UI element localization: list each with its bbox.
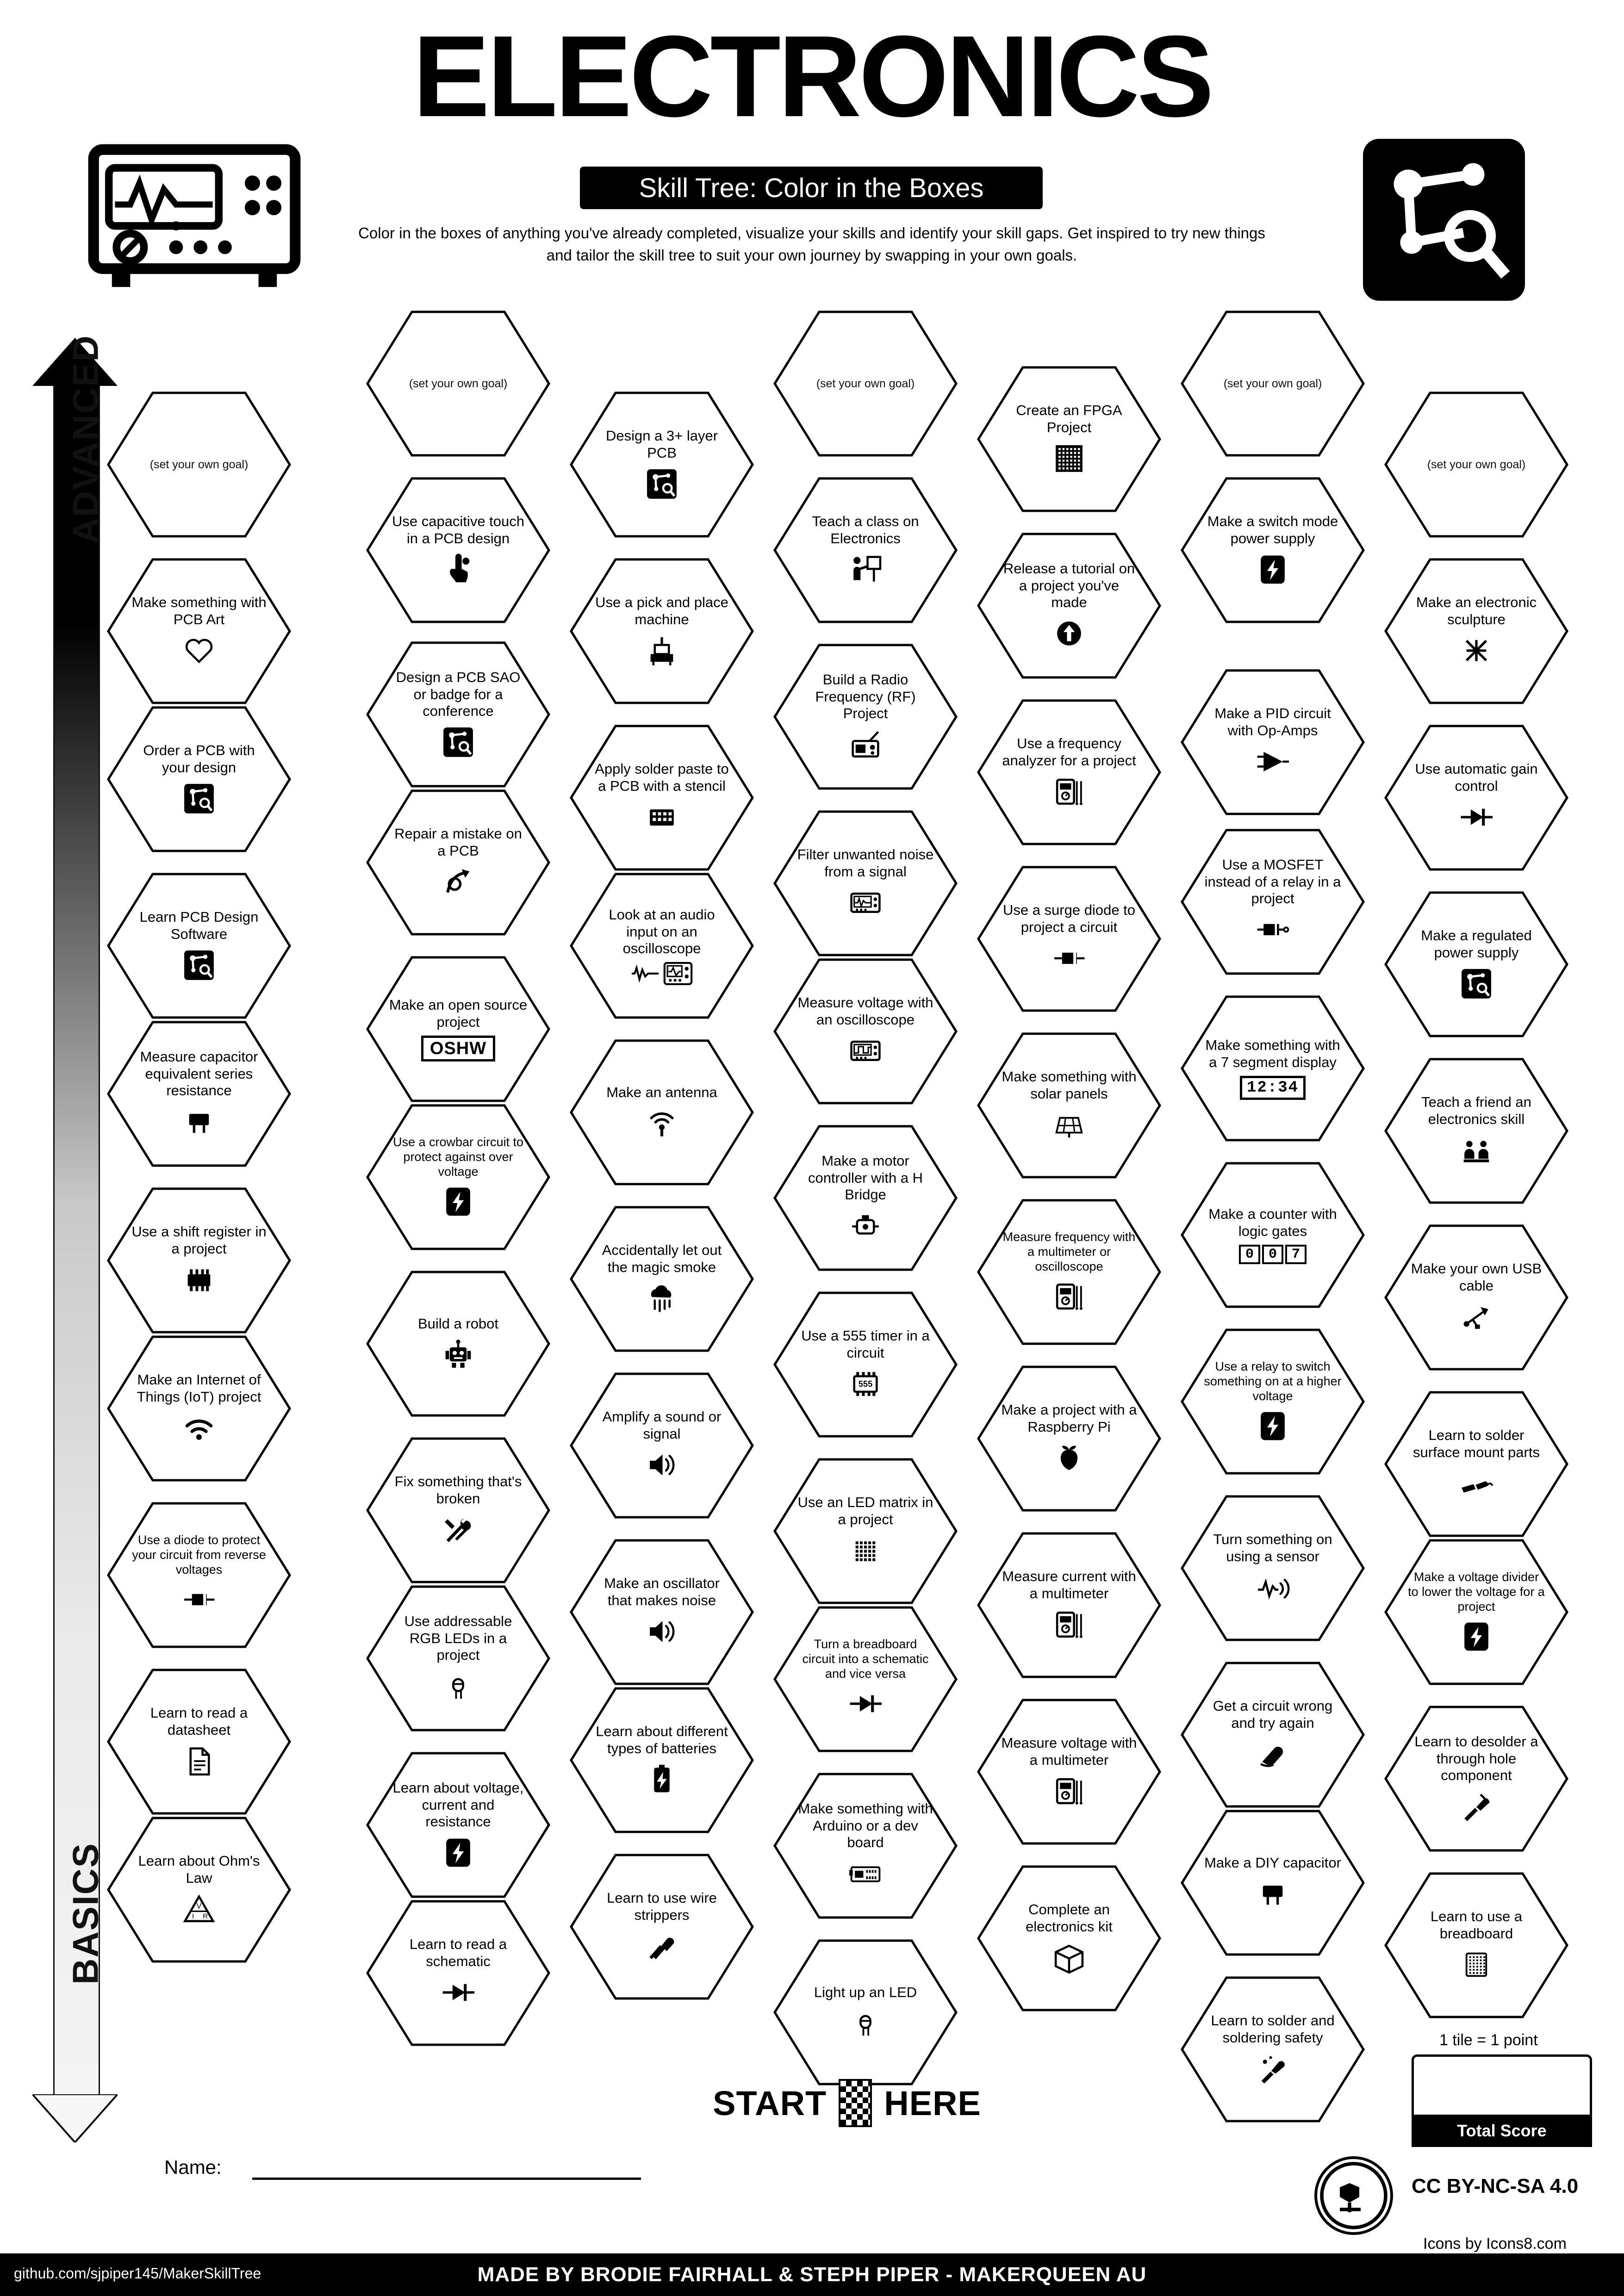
skill-tile-label: Learn to solder and soldering safety <box>1211 2012 1335 2046</box>
matrix-icon <box>846 1533 885 1568</box>
svg-text:555: 555 <box>858 1378 873 1389</box>
skill-tile-label: Use a frequency analyzer for a project <box>1002 735 1136 769</box>
skill-tile-label: Teach a class on Electronics <box>812 513 919 546</box>
github-link[interactable]: github.com/sjpiper145/MakerSkillTree <box>14 2265 261 2282</box>
stencil-icon <box>642 800 682 835</box>
scope-filter-icon <box>846 885 885 920</box>
skill-tile-c5r8[interactable] <box>977 1698 1162 1845</box>
skill-tile-label: Make an open source project <box>389 997 528 1030</box>
skill-tile-label: Use a MOSFET instead of a relay in a project <box>1204 856 1341 907</box>
skill-tile-label: Order a PCB with your design <box>143 742 255 776</box>
skill-tile-c7r0[interactable] <box>1384 391 1569 538</box>
skill-tile-c5r0[interactable] <box>977 366 1162 513</box>
skill-tile-c4r10[interactable] <box>773 1939 958 2086</box>
skill-tile-label: Filter unwanted noise from a signal <box>797 846 934 880</box>
skill-tile-label: Design a 3+ layer PCB <box>605 428 718 461</box>
battery-icon <box>642 1762 682 1797</box>
skill-tile-label: Make an oscillator that makes noise <box>604 1575 720 1608</box>
start-label: START <box>713 2084 827 2122</box>
skill-tile-c4r8[interactable] <box>773 1606 958 1753</box>
skill-tile-c1r7[interactable] <box>106 1335 292 1482</box>
touch-icon <box>438 552 478 587</box>
page-title: ELECTRONICS <box>412 12 1212 141</box>
skill-tile-c2r5[interactable] <box>366 1104 551 1251</box>
skill-tile-c1r2[interactable] <box>106 558 292 705</box>
bolt-icon <box>1456 1619 1496 1654</box>
skill-tile-label: Make a motor controller with a H Bridge <box>808 1153 923 1203</box>
skill-tile-c1r4[interactable] <box>106 872 292 1019</box>
ohm-triangle-icon <box>179 1892 219 1927</box>
diode-icon <box>1456 800 1496 835</box>
skill-tile-c6r3[interactable] <box>1180 828 1365 975</box>
tools-icon <box>438 1512 478 1547</box>
document-icon <box>179 1744 219 1779</box>
skill-tile-c3r7[interactable] <box>569 1539 754 1686</box>
meter-icon <box>1049 774 1089 809</box>
smoke-icon <box>642 1281 682 1316</box>
box-icon <box>1049 1940 1089 1975</box>
skill-tile-label: Make an electronic sculpture <box>1416 594 1537 627</box>
skill-tile-label: Amplify a sound or signal <box>602 1409 722 1442</box>
skill-tile-label: Make a regulated power supply <box>1421 927 1532 961</box>
bolt-icon <box>438 1835 478 1870</box>
skill-tile-c3r3[interactable] <box>569 872 754 1019</box>
skill-tile-label: Make something with Arduino or a dev board <box>798 1800 933 1851</box>
pcb-icon <box>642 466 682 502</box>
skill-tile-label: Use a diode to protect your circuit from reverse voltages <box>132 1533 266 1576</box>
bolt-icon <box>1253 1409 1293 1444</box>
skill-tile-c3r4[interactable] <box>569 1039 754 1186</box>
skill-tile-c4r4[interactable] <box>773 958 958 1105</box>
skill-tile-c6r1[interactable] <box>1180 477 1365 624</box>
skill-tile-c6r6[interactable] <box>1180 1328 1365 1475</box>
axis-label-basics: BASICS <box>65 1843 106 1985</box>
skill-tile-c5r3[interactable] <box>977 865 1162 1012</box>
fpga-icon <box>1049 441 1089 476</box>
skill-tile-c3r6[interactable] <box>569 1372 754 1519</box>
skill-tile-c4r5[interactable] <box>773 1124 958 1272</box>
skill-tile-label: (set your own goal) <box>1223 377 1322 390</box>
skill-tile-label: Use a relay to switch something on at a higher voltage <box>1204 1359 1342 1403</box>
skill-tile-label: Make a DIY capacitor <box>1204 1854 1341 1871</box>
skill-tile-label: Light up an LED <box>814 1984 917 2000</box>
pliers-icon <box>642 1929 682 1964</box>
skill-tile-c2r4[interactable] <box>366 956 551 1103</box>
pickplace-icon <box>642 633 682 668</box>
skill-tile-c7r7[interactable] <box>1384 1539 1569 1686</box>
diode-icon <box>846 1686 885 1721</box>
solder-icon <box>1253 2051 1293 2086</box>
skill-tile-c1r8[interactable] <box>106 1502 292 1649</box>
skill-tile-label: Learn to desolder a through hole component <box>1414 1733 1538 1784</box>
license-text: CC BY-NC-SA 4.0 <box>1412 2175 1579 2197</box>
skill-tile-label: Teach a friend an electronics skill <box>1421 1094 1531 1127</box>
repair-pcb-icon <box>438 864 478 900</box>
skill-tile-label: Accidentally let out the magic smoke <box>602 1242 722 1275</box>
skill-tile-c1r9[interactable] <box>106 1668 292 1815</box>
skill-tile-c7r1[interactable] <box>1384 558 1569 705</box>
skill-tile-label: Apply solder paste to a PCB with a stencil <box>595 761 729 794</box>
skill-tile-c6r2[interactable] <box>1180 669 1365 816</box>
desolder-icon <box>1456 1789 1496 1824</box>
skill-tile-label: Repair a mistake on a PCB <box>394 825 522 859</box>
led-icon <box>438 1669 478 1704</box>
skill-tile-c7r5[interactable] <box>1384 1224 1569 1371</box>
meter-icon <box>1049 1279 1089 1314</box>
skill-tile-c6r5[interactable] <box>1180 1161 1365 1309</box>
diode-icon <box>438 1975 478 2010</box>
skill-tile-label: Create an FPGA Project <box>1016 402 1122 435</box>
skill-tile-label: Make a counter with logic gates <box>1208 1206 1337 1239</box>
skill-tile-label: Look at an audio input on an oscilloscope <box>609 906 715 957</box>
oscilloscope-icon <box>86 143 303 296</box>
oshw-icon: OSHW <box>421 1036 495 1061</box>
svg-text:I: I <box>192 1912 194 1920</box>
skill-tile-label: Get a circuit wrong and try again <box>1213 1698 1333 1731</box>
skill-tile-c7r4[interactable] <box>1384 1057 1569 1204</box>
diode-part-icon <box>1049 941 1089 976</box>
skill-tile-label: Learn about Ohm's Law <box>138 1853 260 1886</box>
score-note: 1 tile = 1 point <box>1439 2031 1538 2049</box>
bolt-icon <box>438 1184 478 1219</box>
svg-text:R: R <box>203 1912 208 1920</box>
mosfet-icon <box>1253 912 1293 947</box>
skill-tile-label: Make an antenna <box>606 1084 717 1100</box>
scope-icon <box>846 1033 885 1068</box>
skill-tile-label: Use automatic gain control <box>1415 761 1538 794</box>
skill-tile-c7r3[interactable] <box>1384 891 1569 1038</box>
skill-tile-label: Build a Radio Frequency (RF) Project <box>815 671 916 722</box>
skill-tile-c6r8[interactable] <box>1180 1661 1365 1808</box>
skill-tile-label: Make a switch mode power supply <box>1207 513 1338 546</box>
skill-tile-c4r1[interactable] <box>773 477 958 624</box>
name-label: Name: <box>164 2156 222 2178</box>
pcb-icon <box>438 725 478 760</box>
motor-icon <box>846 1208 885 1243</box>
counter-icon: 0 0 7 <box>1239 1245 1307 1264</box>
skill-tile-c1r10[interactable] <box>106 1816 292 1963</box>
usb-icon <box>1456 1299 1496 1334</box>
pcb-icon <box>179 948 219 983</box>
skill-tile-label: Learn to use a breadboard <box>1430 1908 1523 1942</box>
meter-icon <box>1049 1774 1089 1809</box>
skill-tile-c4r9[interactable] <box>773 1772 958 1919</box>
skill-tile-label: Measure capacitor equivalent series resistance <box>140 1049 258 1099</box>
skill-tile-c2r8[interactable] <box>366 1585 551 1732</box>
skill-tile-label: Use addressable RGB LEDs in a project <box>404 1613 512 1663</box>
skill-tile-label: (set your own goal) <box>409 377 508 390</box>
arduino-icon <box>846 1856 885 1891</box>
skill-tile-c2r9[interactable] <box>366 1751 551 1899</box>
skill-tile-c5r6[interactable] <box>977 1365 1162 1512</box>
led-icon <box>846 2005 885 2041</box>
capacitor-icon <box>179 1104 219 1139</box>
sensor-icon <box>1253 1570 1293 1605</box>
eraser-icon <box>1253 1737 1293 1772</box>
skill-tile-label: Make an Internet of Things (IoT) project <box>137 1371 261 1405</box>
skill-tile-label: Learn to read a datasheet <box>150 1705 248 1738</box>
skill-tile-label: Use a surge diode to project a circuit <box>1002 902 1136 935</box>
skill-tile-c1r6[interactable] <box>106 1187 292 1334</box>
skill-level-axis <box>32 335 118 2142</box>
skill-tile-label: Complete an electronics kit <box>1026 1901 1113 1935</box>
skill-tile-label: Measure voltage with a multimeter <box>1001 1735 1137 1768</box>
skill-tile-label: Make something with a 7 segment display <box>1205 1037 1340 1070</box>
skill-tile-c6r10[interactable] <box>1180 1976 1365 2123</box>
total-score-label: Total Score <box>1412 2115 1592 2147</box>
intro-blurb: Color in the boxes of anything you've already completed, visualize your skills and identify your skill gaps. Get inspired to try new things and tailor the skill tree to suit your own journey by swapping in your own goals. <box>358 224 1265 264</box>
skill-tile-c2r10[interactable] <box>366 1899 551 2047</box>
skill-tile-c6r0[interactable] <box>1180 310 1365 457</box>
skill-tile-c3r5[interactable] <box>569 1205 754 1353</box>
skill-tile-c3r1[interactable] <box>569 558 754 705</box>
icons-credit: Icons by Icons8.com <box>1423 2235 1567 2253</box>
teach-friend-icon <box>1456 1133 1496 1168</box>
skill-tile-c3r9[interactable] <box>569 1853 754 2000</box>
skill-tile-label: Use a pick and place machine <box>595 594 728 627</box>
skill-tile-label: Use a 555 timer in a circuit <box>801 1328 930 1361</box>
teacher-icon <box>846 552 885 587</box>
pcb-board-icon <box>1363 139 1525 301</box>
skill-tile-c6r7[interactable] <box>1180 1495 1365 1642</box>
skill-tile-c2r3[interactable] <box>366 789 551 936</box>
svg-text:V: V <box>196 1901 202 1911</box>
skill-tile-c4r7[interactable] <box>773 1458 958 1605</box>
skill-tile-c3r0[interactable] <box>569 391 754 538</box>
skill-tile-label: Use an LED matrix in a project <box>797 1494 933 1527</box>
skill-tile-label: Use a shift register in a project <box>131 1223 267 1257</box>
skill-tile-c5r5[interactable] <box>977 1198 1162 1346</box>
skill-tile-label: Learn about different types of batteries <box>596 1723 728 1756</box>
radio-icon <box>846 727 885 762</box>
skill-tile-label: Measure frequency with a multimeter or oscilloscope <box>1002 1230 1136 1273</box>
skill-tile-label: (set your own goal) <box>816 377 915 390</box>
skill-tile-label: Learn to read a schematic <box>409 1936 507 1969</box>
footer-credit: MADE BY BRODIE FAIRHALL & STEPH PIPER - MAKERQUEEN AU <box>477 2263 1147 2286</box>
seven-seg-icon: 12:34 <box>1240 1076 1306 1100</box>
skill-tile-label: Turn something on using a sensor <box>1213 1531 1332 1564</box>
cc-license-badge-icon <box>1314 2156 1393 2235</box>
skill-tile-label: Build a robot <box>417 1315 499 1332</box>
opamp-icon <box>1253 744 1293 779</box>
skill-tile-c4r0[interactable] <box>773 310 958 457</box>
heart-icon <box>179 633 219 668</box>
skill-tile-c4r2[interactable] <box>773 643 958 790</box>
skill-tile-c2r1[interactable] <box>366 477 551 624</box>
skill-tile-c6r9[interactable] <box>1180 1809 1365 1956</box>
pcb-icon <box>1456 966 1496 1001</box>
subtitle-banner: Skill Tree: Color in the Boxes <box>580 167 1043 209</box>
scope-audio-icon <box>631 962 693 985</box>
skill-tile-label: Release a tutorial on a project you've made <box>1003 560 1135 611</box>
robot-icon <box>438 1337 478 1372</box>
speaker-icon <box>642 1447 682 1483</box>
skill-tile-label: Measure voltage with an oscilloscope <box>797 994 933 1028</box>
sculpture-icon <box>1456 633 1496 668</box>
skill-tile-c5r4[interactable] <box>977 1032 1162 1179</box>
skill-tile-label: Learn to use wire strippers <box>607 1890 717 1923</box>
antenna-icon <box>642 1105 682 1141</box>
skill-tile-c5r1[interactable] <box>977 532 1162 679</box>
checkered-flag-icon <box>839 2079 872 2127</box>
bolt-icon <box>1253 552 1293 587</box>
skill-tile-label: Make a voltage divider to lower the voltage for a project <box>1408 1570 1545 1613</box>
start-here-marker <box>671 2078 1023 2128</box>
skill-tile-c7r6[interactable] <box>1384 1390 1569 1538</box>
skill-tile-c2r7[interactable] <box>366 1437 551 1584</box>
skill-tile-c6r4[interactable] <box>1180 995 1365 1142</box>
meter-icon <box>1049 1607 1089 1642</box>
here-label: HERE <box>884 2084 981 2122</box>
skill-tile-label: (set your own goal) <box>149 458 249 471</box>
skill-tile-c2r0[interactable] <box>366 310 551 457</box>
chip-icon <box>179 1262 219 1297</box>
skill-tile-label: Learn about voltage, current and resistance <box>392 1780 524 1830</box>
skill-tile-label: Use a crowbar circuit to protect against over voltage <box>392 1135 524 1179</box>
skill-tile-label: Learn PCB Design Software <box>139 909 259 942</box>
pcb-icon <box>179 781 219 816</box>
skill-tile-c3r2[interactable] <box>569 724 754 871</box>
name-write-in-line[interactable] <box>252 2178 641 2180</box>
skill-tile-label: (set your own goal) <box>1427 458 1526 471</box>
solar-icon <box>1049 1107 1089 1142</box>
skill-tile-c1r3[interactable] <box>106 706 292 853</box>
solder-smd-icon <box>1456 1466 1496 1501</box>
skill-tile-c5r9[interactable] <box>977 1865 1162 2012</box>
skill-tile-label: Turn a breadboard circuit into a schematic and vice versa <box>802 1637 929 1681</box>
skill-tile-c4r3[interactable] <box>773 810 958 957</box>
skill-tile-label: Make a PID circuit with Op-Amps <box>1214 705 1331 738</box>
skill-tile-c5r2[interactable] <box>977 699 1162 846</box>
breadboard-icon <box>1456 1947 1496 1982</box>
speaker-icon <box>642 1614 682 1649</box>
skill-tile-label: Make something with solar panels <box>1002 1068 1137 1102</box>
raspberry-icon <box>1049 1440 1089 1476</box>
skill-tile-label: Design a PCB SAO or badge for a conference <box>396 669 521 720</box>
skill-tile-c7r9[interactable] <box>1384 1872 1569 2019</box>
upload-icon <box>1049 616 1089 651</box>
ic555-icon <box>846 1366 885 1402</box>
axis-label-advanced: ADVANCED <box>65 335 106 544</box>
capacitor-icon <box>1253 1876 1293 1911</box>
skill-tile-c3r8[interactable] <box>569 1687 754 1834</box>
skill-tile-c1r5[interactable] <box>106 1020 292 1167</box>
skill-tile-label: Make your own USB cable <box>1411 1260 1542 1294</box>
skill-tile-c7r2[interactable] <box>1384 724 1569 871</box>
skill-tile-label: Use capacitive touch in a PCB design <box>392 513 525 546</box>
skill-tile-label: Learn to solder surface mount parts <box>1413 1427 1540 1460</box>
diode-part-icon <box>179 1582 219 1617</box>
skill-tile-label: Make something with PCB Art <box>131 594 267 627</box>
skill-tile-label: Make a project with a Raspberry Pi <box>1001 1402 1137 1435</box>
skill-tile-label: Measure current with a multimeter <box>1002 1568 1136 1601</box>
skill-tile-c1r1[interactable] <box>106 391 292 538</box>
skill-tile-c2r6[interactable] <box>366 1270 551 1417</box>
skill-tile-c2r2[interactable] <box>366 641 551 788</box>
skill-tile-label: Fix something that's broken <box>394 1473 522 1507</box>
skill-tile-c7r8[interactable] <box>1384 1705 1569 1852</box>
wifi-icon <box>179 1410 219 1446</box>
skill-tile-c4r6[interactable] <box>773 1291 958 1438</box>
skill-tile-c5r7[interactable] <box>977 1532 1162 1679</box>
